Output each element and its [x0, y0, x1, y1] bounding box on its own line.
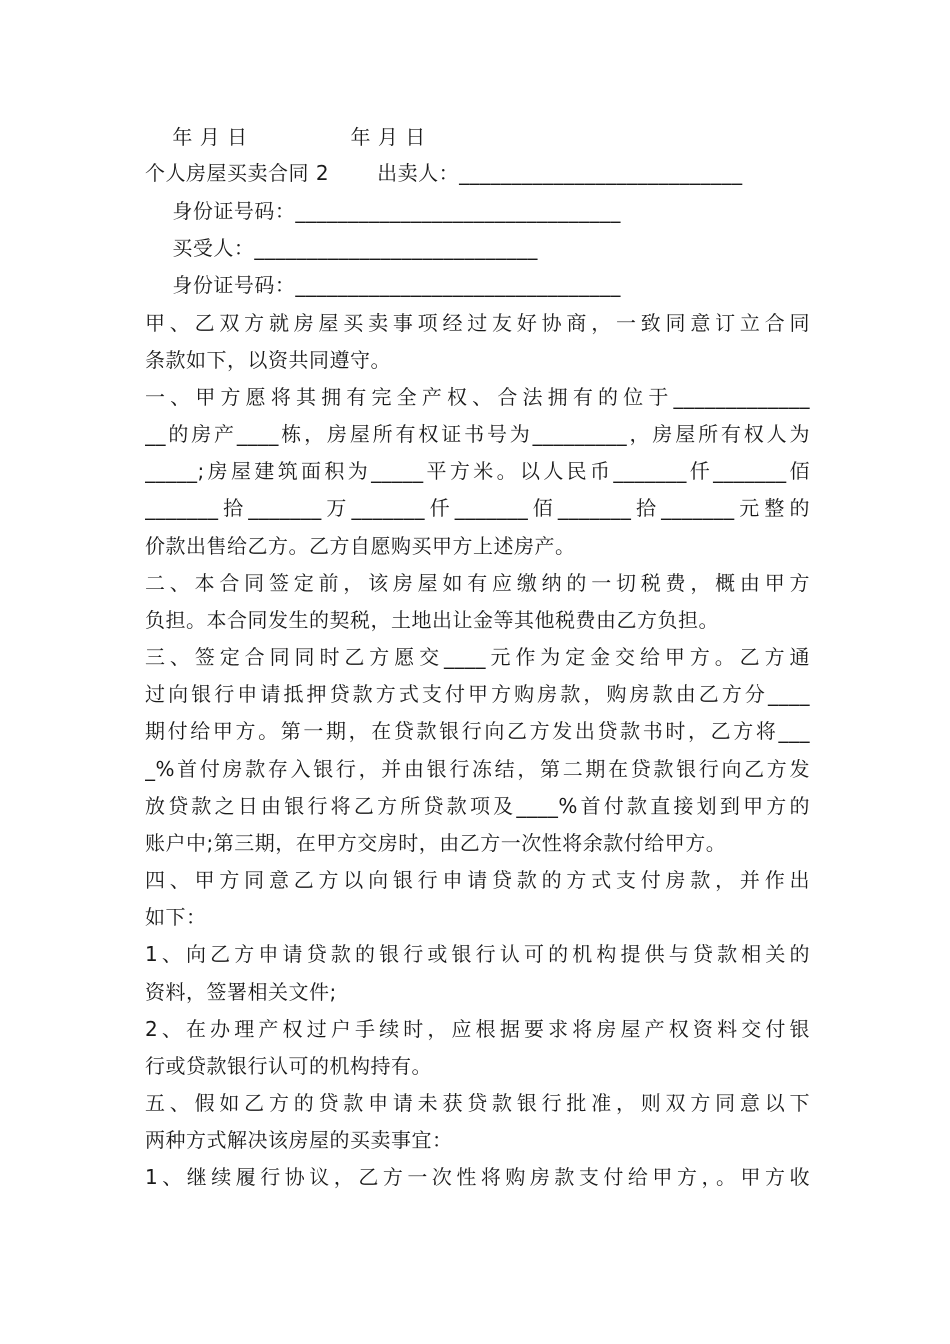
buyer-id-line: 身份证号码：_______________________________	[145, 273, 621, 297]
paragraph-line: _%首付房款存入银行，并由银行冻结，第二期在贷款银行向乙方发	[145, 757, 810, 781]
paragraph-line: 资料，签署相关文件;	[145, 980, 337, 1004]
paragraph-line: 甲、乙双方就房屋买卖事项经过友好协商，一致同意订立合同	[145, 311, 810, 335]
paragraph-line: 二、本合同签定前，该房屋如有应缴纳的一切税费，概由甲方	[145, 571, 810, 595]
paragraph-line: _______拾_______万_______仟_______佰_______拾_______元整的	[145, 496, 810, 520]
title-seller-line: 个人房屋买卖合同 2 出卖人：___________________________	[145, 161, 743, 185]
paragraph-line: 账户中;第三期，在甲方交房时，由乙方一次性将余款付给甲方。	[145, 831, 727, 855]
paragraph-line: _____;房屋建筑面积为_____平方米。以人民币_______仟_______佰	[145, 459, 810, 483]
paragraph-line: 过向银行申请抵押贷款方式支付甲方购房款，购房款由乙方分____	[145, 682, 810, 706]
paragraph-line: 放贷款之日由银行将乙方所贷款项及____%首付款直接划到甲方的	[145, 794, 810, 818]
paragraph-line: 行或贷款银行认可的机构持有。	[145, 1054, 432, 1078]
paragraph-line: 如下：	[145, 905, 207, 929]
seller-id-line: 身份证号码：_______________________________	[145, 199, 621, 223]
paragraph-line: 价款出售给乙方。乙方自愿购买甲方上述房产。	[145, 534, 576, 558]
date-line: 年 月 日 年 月 日	[145, 125, 426, 149]
paragraph-line: __的房产____栋，房屋所有权证书号为_________，房屋所有权人为	[145, 422, 810, 446]
paragraph-line: 一、甲方愿将其拥有完全产权、合法拥有的位于_____________	[145, 385, 810, 409]
paragraph-line: 负担。本合同发生的契税，土地出让金等其他税费由乙方负担。	[145, 608, 719, 632]
paragraph-line: 条款如下，以资共同遵守。	[145, 348, 391, 372]
paragraph-line: 五、假如乙方的贷款申请未获贷款银行批准，则双方同意以下	[145, 1091, 810, 1115]
buyer-line: 买受人：___________________________	[145, 236, 538, 260]
paragraph-line: 期付给甲方。第一期，在贷款银行向乙方发出贷款书时，乙方将___	[145, 719, 810, 743]
paragraph-line: 两种方式解决该房屋的买卖事宜：	[145, 1128, 453, 1152]
paragraph-line: 四、甲方同意乙方以向银行申请贷款的方式支付房款，并作出	[145, 868, 810, 892]
paragraph-line: 三、签定合同同时乙方愿交____元作为定金交给甲方。乙方通	[145, 645, 810, 669]
paragraph-line: 1、继续履行协议，乙方一次性将购房款支付给甲方，。甲方收	[145, 1165, 810, 1189]
paragraph-line: 2、在办理产权过户手续时，应根据要求将房屋产权资料交付银	[145, 1017, 810, 1041]
paragraph-line: 1、向乙方申请贷款的银行或银行认可的机构提供与贷款相关的	[145, 942, 810, 966]
